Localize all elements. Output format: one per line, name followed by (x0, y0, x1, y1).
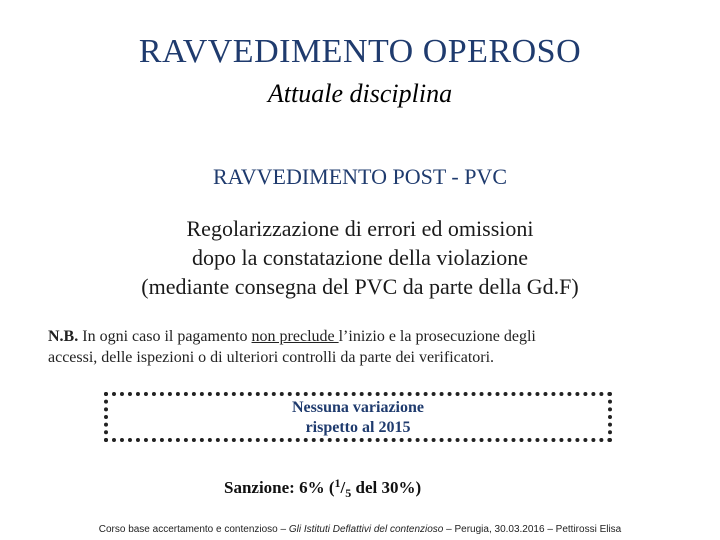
highlight-line-1: Nessuna variazione (292, 399, 424, 416)
sanction-slash: / (340, 478, 346, 497)
highlight-line-2: rispetto al 2015 (305, 419, 411, 436)
sanction-prefix: Sanzione: 6% ( (224, 478, 335, 497)
sanction-suffix: del 30%) (351, 478, 422, 497)
footer-part2: – Perugia, 30.03.2016 – Pettirossi Elisa (443, 524, 622, 535)
footer-italic: Gli Istituti Deflattivi del contenzioso (288, 524, 444, 535)
note-underlined-text: non preclude (251, 328, 339, 345)
note-label: N.B. (48, 328, 79, 345)
sanction-numerator: 1 (334, 476, 341, 490)
slide-subtitle: Attuale disciplina (267, 79, 453, 108)
section-title: RAVVEDIMENTO POST - PVC (213, 164, 507, 189)
footer (0, 524, 720, 536)
description-line-1: Regolarizzazione di errori ed omissioni (186, 216, 534, 241)
note (48, 326, 688, 368)
sanction-denominator: 5 (345, 486, 352, 500)
highlight-box-text (104, 398, 612, 438)
note-text-part2: l’inizio e la prosecuzione degli (338, 328, 536, 345)
note-text-part1: In ogni caso il pagamento (82, 328, 252, 345)
description-line-2: dopo la constatazione della violazione (192, 245, 528, 270)
description (0, 214, 720, 301)
note-text-line2: accessi, delle ispezioni o di ulteriori controlli da parte dei verificatori. (48, 349, 495, 366)
sanction-text (224, 471, 421, 505)
slide-title: RAVVEDIMENTO OPEROSO (138, 33, 582, 70)
footer-part1: Corso base accertamento e contenzioso – (98, 524, 289, 535)
description-line-3: (mediante consegna del PVC da parte della Gd.F) (141, 274, 579, 299)
